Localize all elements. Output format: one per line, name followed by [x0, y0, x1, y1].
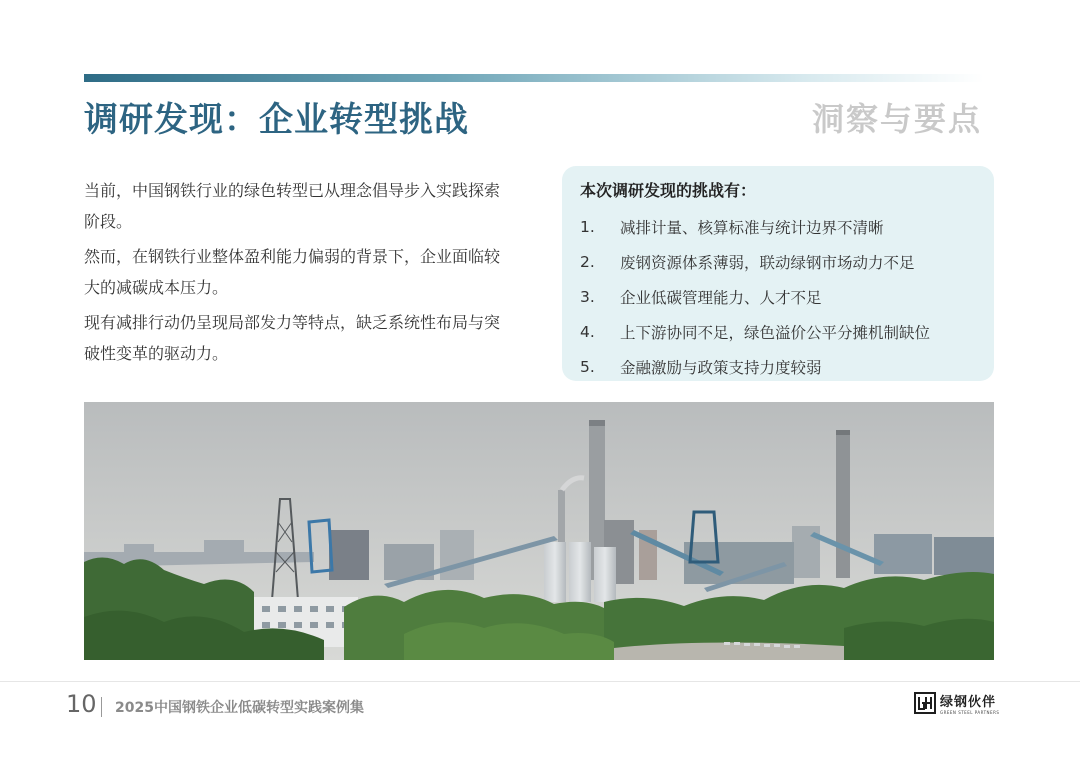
intro-text — [84, 176, 504, 374]
challenge-number: 5. — [580, 357, 595, 376]
brand-text — [940, 696, 999, 715]
challenge-text: 企业低碳管理能力、人才不足 — [620, 288, 822, 307]
challenge-text: 上下游协同不足，绿色溢价公平分摊机制缺位 — [620, 323, 931, 342]
intro-paragraph: 现有减排行动仍呈现局部发力等特点，缺乏系统性布局与突破性变革的驱动力。 — [84, 313, 501, 363]
challenges-heading: 本次调研发现的挑战有： — [580, 181, 757, 200]
challenge-item — [580, 349, 976, 384]
brand-name: 绿钢伙伴 — [940, 694, 997, 710]
header-gradient-rule — [84, 74, 984, 82]
intro-paragraph: 当前，中国钢铁行业的绿色转型已从理念倡导步入实践探索阶段。 — [84, 181, 501, 231]
footer-divider — [101, 697, 102, 717]
brand-subtitle: GREEN STEEL PARTNERS — [940, 709, 1000, 715]
challenge-text: 金融激励与政策支持力度较弱 — [620, 358, 822, 377]
challenge-number: 4. — [580, 322, 595, 341]
intro-paragraph: 然而，在钢铁行业整体盈利能力偏弱的背景下，企业面临较大的减碳成本压力。 — [84, 247, 501, 297]
challenge-item — [580, 244, 976, 279]
brand-mark-icon — [914, 692, 936, 718]
section-tag: 洞察与要点 — [811, 100, 982, 138]
brand-logo — [914, 692, 999, 718]
footer-rule — [0, 681, 1080, 682]
challenge-text: 废钢资源体系薄弱，联动绿钢市场动力不足 — [620, 253, 915, 272]
challenge-item — [580, 279, 976, 314]
challenge-item — [580, 314, 976, 349]
challenge-item — [580, 209, 976, 244]
challenges-list — [580, 209, 976, 384]
document-title: 2025中国钢铁企业低碳转型实践案例集 — [115, 700, 364, 716]
challenge-number: 2. — [580, 252, 595, 271]
steel-plant-photo — [84, 402, 994, 660]
challenge-number: 3. — [580, 287, 595, 306]
page-title: 调研发现：企业转型挑战 — [84, 100, 469, 140]
challenge-number: 1. — [580, 217, 595, 236]
page-number: 10 — [66, 690, 97, 718]
challenges-panel — [562, 166, 994, 381]
challenge-text: 减排计量、核算标准与统计边界不清晰 — [620, 218, 884, 237]
